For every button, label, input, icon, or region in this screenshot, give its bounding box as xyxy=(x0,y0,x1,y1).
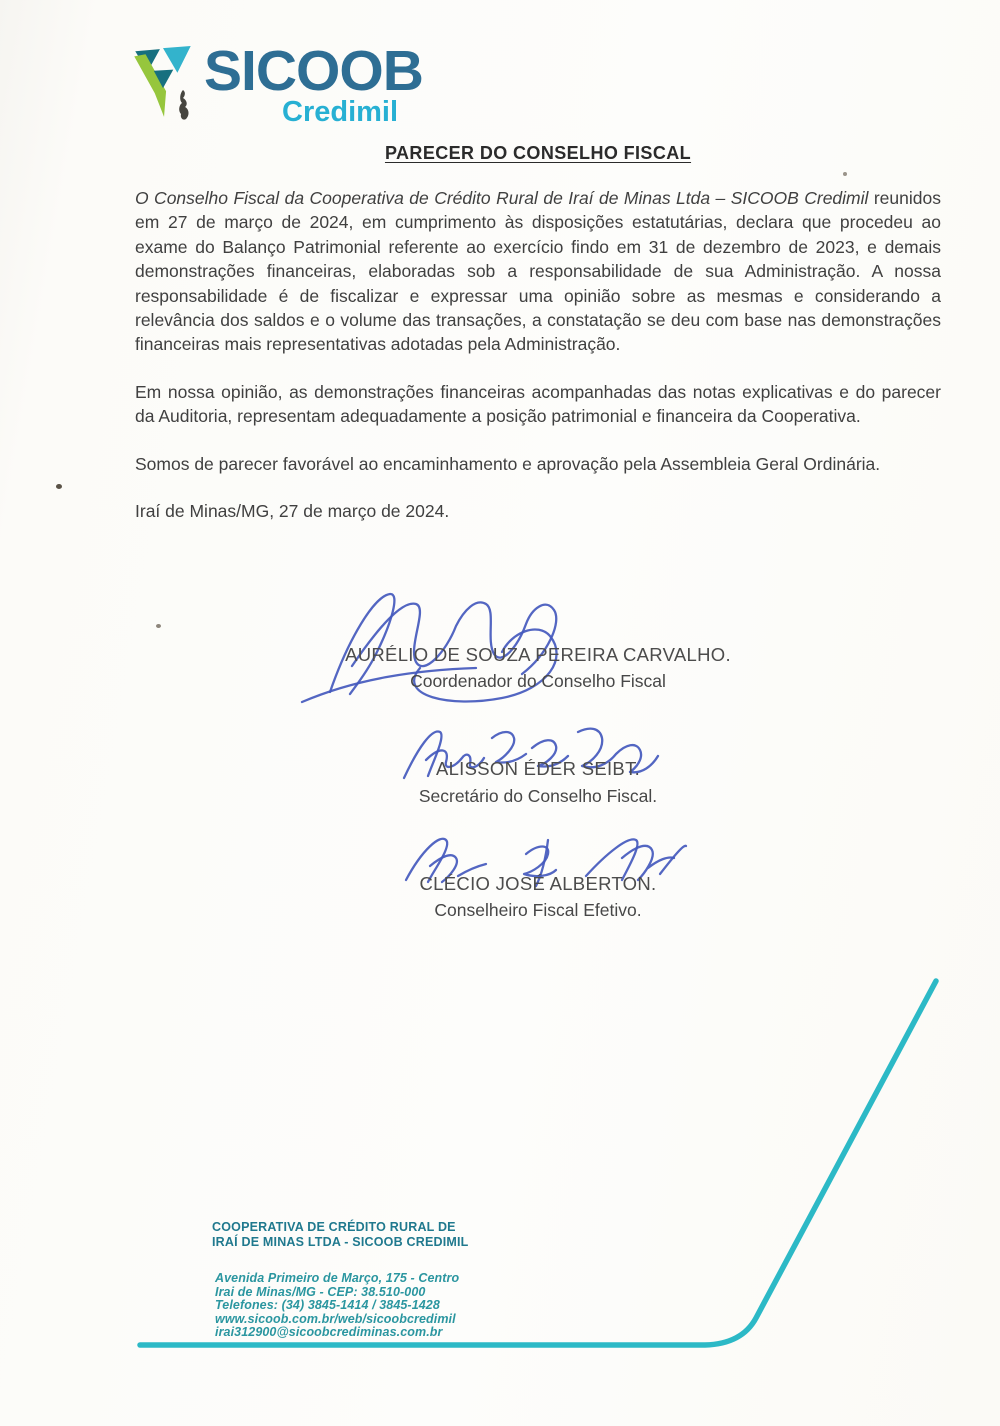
brand-subname: Credimil xyxy=(282,96,399,128)
brand-header xyxy=(132,40,432,140)
footer-address-email: irai312900@sicoobcrediminas.com.br xyxy=(215,1325,443,1340)
footer-org-line2: IRAÍ DE MINAS LTDA - SICOOB CREDIMIL xyxy=(212,1235,469,1249)
signatory-1-name: AURÉLIO DE SOUZA PEREIRA CARVALHO. xyxy=(345,644,731,665)
signatory-2-role: Secretário do Conselho Fiscal. xyxy=(418,786,658,806)
signatory-3-role: Conselheiro Fiscal Efetivo. xyxy=(434,900,642,920)
brand-wordmark: SICOOB xyxy=(204,39,423,103)
footer-address-phones: Telefones: (34) 3845-1414 / 3845-1428 xyxy=(215,1298,440,1313)
footer-organization xyxy=(212,1220,469,1250)
paragraph-1 xyxy=(135,186,941,357)
scan-speck xyxy=(156,624,161,628)
footer-address-website: www.sicoob.com.br/web/sicoobcredimil xyxy=(215,1311,456,1326)
paragraph-1-lead: O Conselho Fiscal da Cooperativa de Crédito Rural de Iraí de Minas Ltda – SICOOB Credimil xyxy=(135,188,869,208)
footer-org-line1: COOPERATIVA DE CRÉDITO RURAL DE xyxy=(212,1220,456,1234)
footer-address-street: Avenida Primeiro de Março, 175 - Centro xyxy=(215,1271,460,1285)
scan-speck xyxy=(56,484,62,489)
ink-smudge-artifact xyxy=(176,88,194,122)
footer-address xyxy=(215,1272,459,1340)
dateline: Iraí de Minas/MG, 27 de março de 2024. xyxy=(135,501,450,522)
paragraph-2: Em nossa opinião, as demonstrações financeiras acompanhadas das notas explicativas e do parecer da Auditoria, representam adequadamente a posição patrimonial e financeira da Cooperativa. xyxy=(135,381,941,427)
footer-address-city: Irai de Minas/MG - CEP: 38.510-000 xyxy=(215,1284,426,1299)
signatory-1-role: Coordenador do Conselho Fiscal xyxy=(410,671,666,691)
paragraph-1-rest: reunidos em 27 de março de 2024, em cumprimento às disposições estatutárias, declara que procedeu ao exame do Balanço Patrimonial referente ao exercício findo em 31 de dezembro de 2023, e demais demonstrações financeiras, elaboradas sob a responsabilidade de sua Administração. A nossa responsabilidade é de fiscalizar e expressar uma opinião sobre as mesmas e considerando a relevância dos saldos e o volume das transações, a constatação se deu com base nas demonstrações financeiras mais representativas adotadas pela Administração. xyxy=(135,188,941,355)
paragraph-3: Somos de parecer favorável ao encaminhamento e aprovação pela Assembleia Geral Ordinária. xyxy=(135,453,881,474)
scan-speck xyxy=(843,172,847,176)
signatory-2-name: ALISSON ÉDER SEIBT. xyxy=(435,758,641,779)
document-title: PARECER DO CONSELHO FISCAL xyxy=(384,143,692,163)
signatory-3-name: CLÉCIO JOSÉ ALBERTON. xyxy=(419,873,657,894)
letter-body xyxy=(135,143,941,546)
